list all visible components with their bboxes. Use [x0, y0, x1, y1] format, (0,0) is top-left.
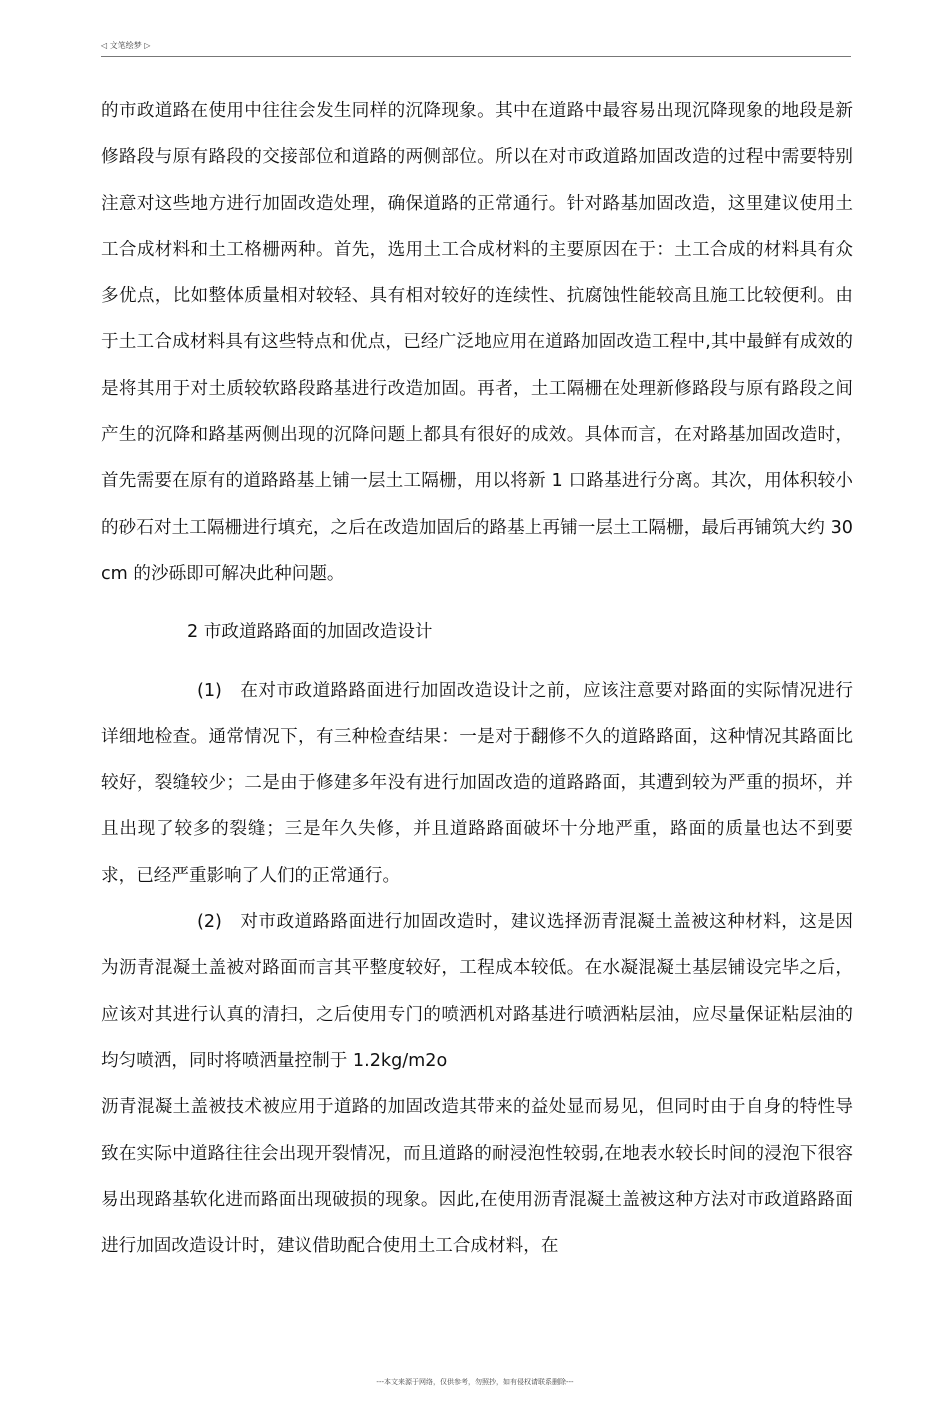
spacer: [101, 597, 853, 609]
page-header: [101, 38, 851, 54]
list-item-2: (2) 对市政道路路面进行加固改造时，建议选择沥青混凝土盖被这种材料，这是因为沥青混凝土盖被对路面而言其平整度较好，工程成本较低。在水凝混凝土基层铺设完毕之后，应该对其进行认真的清扫，之后使用专门的喷洒机对路基进行喷洒粘层油，应尽量保证粘层油的均匀喷洒，同时将喷洒量控制于 1.2kg/m2o: [101, 912, 853, 1071]
paragraph-asphalt: 沥青混凝土盖被技术被应用于道路的加固改造其带来的益处显而易见，但同时由于自身的特性导致在实际中道路往往会出现开裂情况，而且道路的耐浸泡性较弱,在地表水较长时间的浸泡下很容易出现路基软化进而路面出现破损的现象。因此,在使用沥青混凝土盖被这种方法对市政道路路面进行加固改造设计时，建议借助配合使用土工合成材料，在: [101, 1097, 853, 1257]
section-heading: 2 市政道路路面的加固改造设计: [187, 622, 433, 643]
document-body: [101, 88, 853, 1269]
list-item-1: (1) 在对市政道路路面进行加固改造设计之前，应该注意要对路面的实际情况进行详细地检查。通常情况下，有三种检查结果：一是对于翻修不久的道路路面，这种情况其路面比较好，裂缝较少；二是由于修建多年没有进行加固改造的道路路面，其遭到较为严重的损坏，并且出现了较多的裂缝；三是年久失修，并且道路路面破坏十分地严重，路面的质量也达不到要求，已经严重影响了人们的正常通行。: [101, 680, 853, 886]
header-label: ◁ 文笔绘梦 ▷: [101, 41, 151, 50]
page-footer: [0, 1377, 950, 1387]
spacer: [101, 656, 853, 668]
header-divider: [101, 56, 851, 57]
paragraph-roadbed: 的市政道路在使用中往往会发生同样的沉降现象。其中在道路中最容易出现沉降现象的地段是新修路段与原有路段的交接部位和道路的两侧部位。所以在对市政道路加固改造的过程中需要特别注意对这些地方进行加固改造处理，确保道路的正常通行。针对路基加固改造，这里建议使用土工合成材料和土工格栅两种。首先，选用土工合成材料的主要原因在于：土工合成的材料具有众多优点，比如整体质量相对较轻、具有相对较好的连续性、抗腐蚀性能较高且施工比较便利。由于土工合成材料具有这些特点和优点，已经广泛地应用在道路加固改造工程中,其中最鲜有成效的是将其用于对土质较软路段路基进行改造加固。再者，土工隔栅在处理新修路段与原有路段之间产生的沉降和路基两侧出现的沉降问题上都具有很好的成效。具体而言，在对路基加固改造时，首先需要在原有的道路路基上铺一层土工隔栅，用以将新 1 口路基进行分离。其次，用体积较小的砂石对土工隔栅进行填充，之后在改造加固后的路基上再铺一层土工隔栅，最后再铺筑大约 30cm 的沙砾即可解决此种问题。: [101, 101, 853, 584]
footer-disclaimer: ---本文来源于网络，仅供参考，勿照抄，如有侵权请联系删除---: [376, 1378, 574, 1386]
